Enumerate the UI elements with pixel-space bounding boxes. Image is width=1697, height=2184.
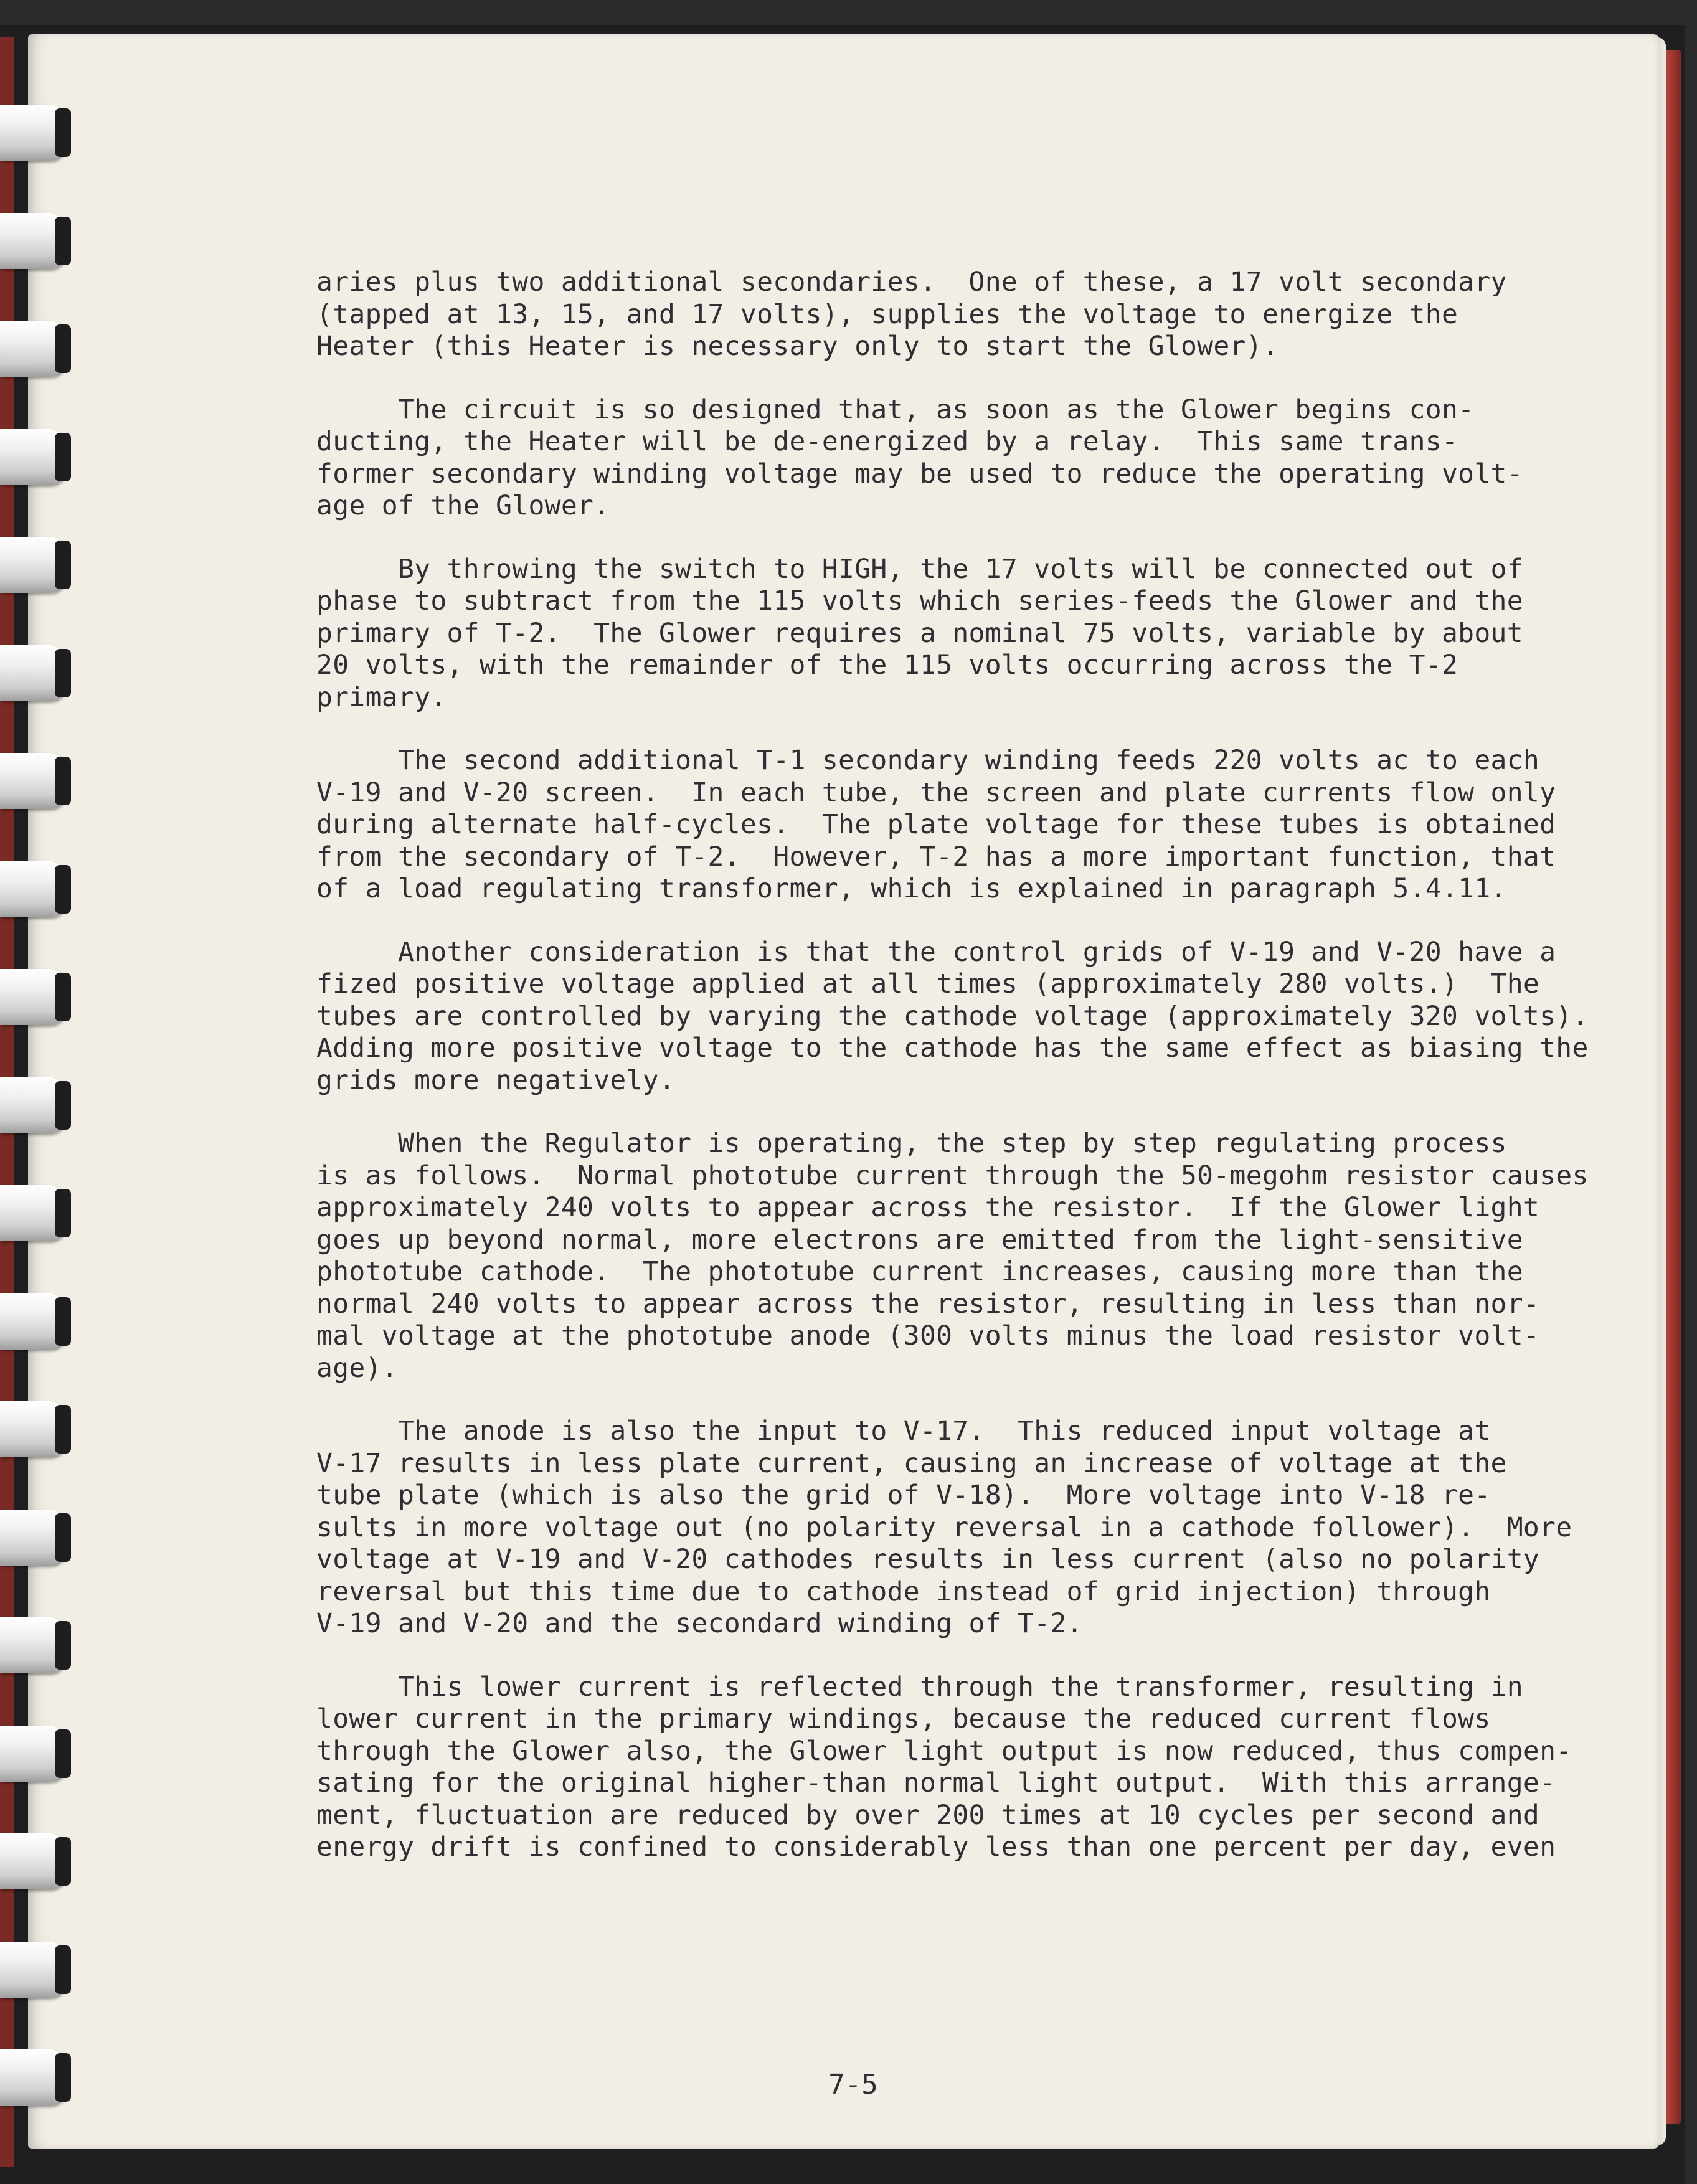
binding-ring — [0, 1293, 73, 1350]
spiral-binding — [0, 0, 81, 2184]
binding-ring — [0, 861, 73, 917]
paragraph-2: The circuit is so designed that, as soon as the Glower begins con- ducting, the Heater will be de-energized by a relay. This same trans- former secondary winding voltage may be used to reduce the operating volt- age of the Glower. — [316, 394, 1523, 521]
binding-hole — [55, 1837, 71, 1886]
binding-ring — [0, 321, 73, 377]
binding-ring — [0, 969, 73, 1025]
binding-ring — [0, 2049, 73, 2106]
binding-hole — [55, 757, 71, 805]
binding-hole — [55, 217, 71, 265]
binding-hole — [55, 1621, 71, 1670]
binding-hole — [55, 865, 71, 914]
binding-hole — [55, 1729, 71, 1778]
binding-ring — [0, 1401, 73, 1457]
paragraph-7: The anode is also the input to V-17. This reduced input voltage at V-17 results in less plate current, causing an increase of voltage at the tube plate (which is also the grid of V-18). More voltage into V-18 re- sults in more voltage out (no polarity reversal in a cathode follower). More voltage at V-19 and V-20 cathodes results in less current (also no polarity reversal but this time due to cathode instead of grid injection) through V-19 and V-20 and the secondard winding of T-2. — [316, 1416, 1572, 1639]
binding-hole — [55, 108, 71, 157]
binding-hole — [55, 973, 71, 1021]
binding-ring — [0, 1726, 73, 1782]
binding-hole — [55, 1081, 71, 1130]
binding-ring — [0, 1077, 73, 1133]
binding-ring — [0, 213, 73, 269]
binding-hole — [55, 433, 71, 481]
binding-ring — [0, 429, 73, 485]
binding-ring — [0, 105, 73, 161]
binding-hole — [55, 1945, 71, 1994]
binding-ring — [0, 753, 73, 809]
binding-hole — [55, 1189, 71, 1237]
binding-ring — [0, 1617, 73, 1673]
binding-hole — [55, 1297, 71, 1346]
binding-hole — [55, 2053, 71, 2102]
binding-ring — [0, 1510, 73, 1566]
binding-ring — [0, 537, 73, 593]
binding-ring — [0, 1833, 73, 1889]
paragraph-3: By throwing the switch to HIGH, the 17 volts will be connected out of phase to subtract from the 115 volts which series-feeds the Glower and the primary of T-2. The Glower requires a nominal 75 volts, variable by about 20 volts, with the remainder of the 115 volts occurring across the T-2 primary. — [316, 553, 1523, 713]
paragraph-1: aries plus two additional secondaries. One of these, a 17 volt secondary (tapped at 13, 15, and 17 volts), supplies the voltage to energize the Heater (this Heater is necessary only to start the Glower). — [316, 267, 1507, 362]
paragraph-6: When the Regulator is operating, the step by step regulating process is as follows. Normal phototube current through the 50-megohm resistor causes approximately 240 volts to appear across the resistor. If the Glower light goes up beyond normal, more electrons are emitted from the light-sensitive phototube cathode. The phototube current increases, causing more than the normal 240 volts to appear across the resistor, resulting in less than nor- mal voltage at the phototube anode (300 volts minus the load resistor volt- age). — [316, 1128, 1589, 1384]
page-number: 7-5 — [828, 2069, 878, 2101]
binding-hole — [55, 324, 71, 373]
paragraph-5: Another consideration is that the control grids of V-19 and V-20 have a fized positive voltage applied at all times (approximately 280 volts.) The tubes are controlled by varying the cathode voltage (approximately 320 volts). Adding more positive voltage to the cathode has the same effect as biasing the grids more negatively. — [316, 936, 1589, 1096]
binding-ring — [0, 1942, 73, 1998]
binding-ring — [0, 1185, 73, 1241]
binding-hole — [55, 1513, 71, 1562]
binding-ring — [0, 645, 73, 701]
binding-hole — [55, 541, 71, 589]
paragraph-4: The second additional T-1 secondary winding feeds 220 volts ac to each V-19 and V-20 screen. In each tube, the screen and plate currents flow only during alternate half-cycles. The plate voltage for these tubes is obtained from the secondary of T-2. However, T-2 has a more important function, that of a load regulating transformer, which is explained in paragraph 5.4.11. — [316, 745, 1556, 904]
paragraph-8: This lower current is reflected through the transformer, resulting in lower current in the primary windings, because the reduced current flows through the Glower also, the Glower light output is now reduced, thus compen- sating for the original higher-than normal light output. With this arrange- ment, fluctuation are reduced by over 200 times at 10 cycles per second and energy drift is confined to considerably less than one percent per day, even — [316, 1671, 1572, 1863]
binding-hole — [55, 649, 71, 697]
binding-hole — [55, 1405, 71, 1454]
body-text — [316, 267, 1599, 1895]
